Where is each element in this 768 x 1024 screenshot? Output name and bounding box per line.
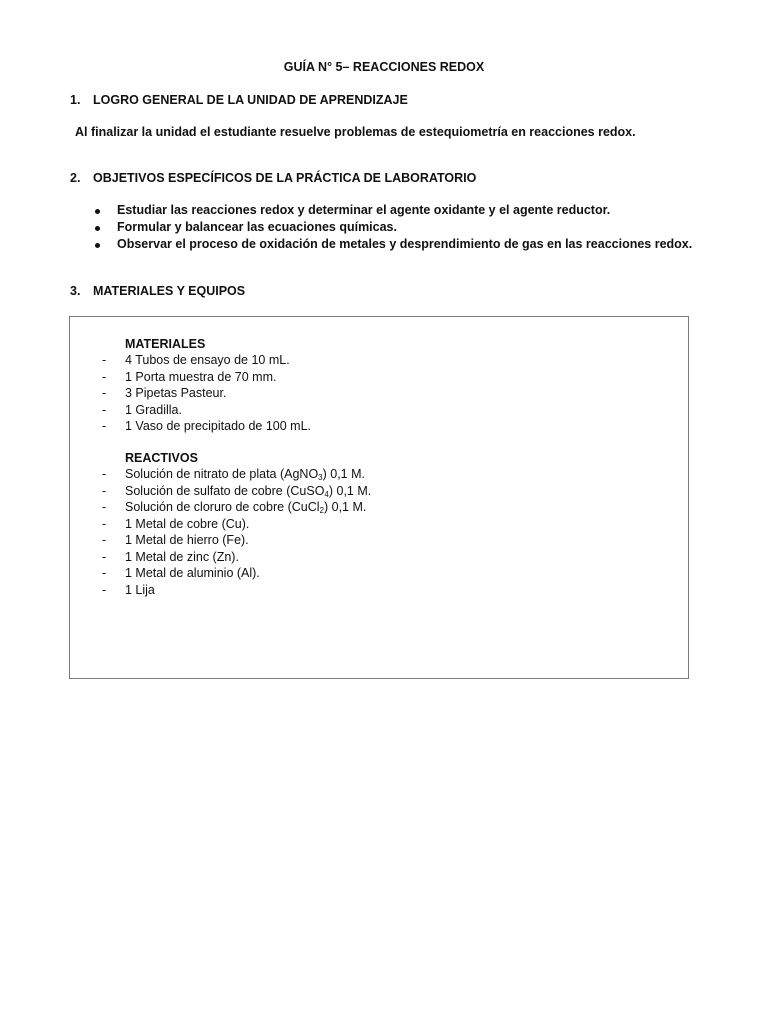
bullet-icon (95, 209, 100, 214)
list-item: - 1 Porta muestra de 70 mm. (102, 369, 277, 384)
section-3-number: 3. (70, 284, 81, 298)
section-1-title: LOGRO GENERAL DE LA UNIDAD DE APRENDIZAJE (93, 93, 408, 107)
reactivos-label: REACTIVOS (125, 451, 198, 465)
list-item: - Solución de sulfato de cobre (CuSO$_4$) 0,1 M. (102, 483, 372, 499)
list-item: - 1 Metal de aluminio (Al). (102, 566, 260, 580)
dash-icon: - (102, 419, 107, 433)
bullet-icon (95, 226, 100, 231)
list-item: Observar el proceso de oxidación de metales y desprendimiento de gas en las reacciones redox. (93, 236, 692, 253)
dash-icon: - (102, 369, 107, 384)
section-3-title: MATERIALES Y EQUIPOS (93, 284, 246, 298)
document-title: GUÍA N° 5– REACCIONES REDOX (283, 60, 485, 74)
section-2-title: OBJETIVOS ESPECÍFICOS DE LA PRÁCTICA DE LABORATORIO (93, 171, 477, 185)
list-item: - Solución de cloruro de cobre (CuCl$_2$) 0,1 M. (102, 500, 367, 515)
dash-icon: - (102, 353, 107, 367)
reactivos-list (100, 466, 371, 598)
list-item: - 1 Lija (102, 582, 155, 597)
materiales-label: MATERIALES (125, 337, 206, 351)
section-3-heading (70, 284, 245, 298)
section-1-paragraph: Al finalizar la unidad el estudiante resuelve problemas de estequiometría en reacciones redox. (75, 125, 636, 139)
list-item: - 1 Metal de cobre (Cu). (102, 516, 250, 531)
section-2-heading (70, 171, 476, 185)
dash-icon: - (102, 402, 107, 417)
dash-icon: - (102, 483, 107, 498)
list-item: - 1 Vaso de precipitado de 100 mL. (102, 419, 312, 433)
dash-icon: - (102, 533, 107, 547)
dash-icon: - (102, 467, 107, 481)
list-item: - 1 Metal de hierro (Fe). (102, 533, 249, 547)
list-item: Estudiar las reacciones redox y determinar el agente oxidante y el agente reductor. (93, 202, 692, 219)
list-item: - 4 Tubos de ensayo de 10 mL. (102, 353, 290, 367)
bullet-icon (95, 243, 100, 248)
dash-icon: - (102, 549, 107, 564)
list-item: - 1 Metal de zinc (Zn). (102, 549, 239, 564)
section-1-heading (70, 93, 408, 107)
dash-icon: - (102, 566, 107, 580)
list-item: Formular y balancear las ecuaciones químicas. (93, 219, 692, 236)
dash-icon: - (102, 386, 107, 400)
list-item: - 1 Gradilla. (102, 402, 182, 417)
section-1-number: 1. (70, 93, 81, 107)
section-2-number: 2. (70, 171, 81, 185)
dash-icon: - (102, 500, 107, 514)
list-item: - 3 Pipetas Pasteur. (102, 386, 227, 400)
materiales-list (100, 352, 311, 435)
dash-icon: - (102, 516, 107, 531)
objectives-list (93, 202, 692, 253)
list-item: - Solución de nitrato de plata (AgNO$_3$) 0,1 M. (102, 467, 365, 482)
dash-icon: - (102, 582, 107, 597)
